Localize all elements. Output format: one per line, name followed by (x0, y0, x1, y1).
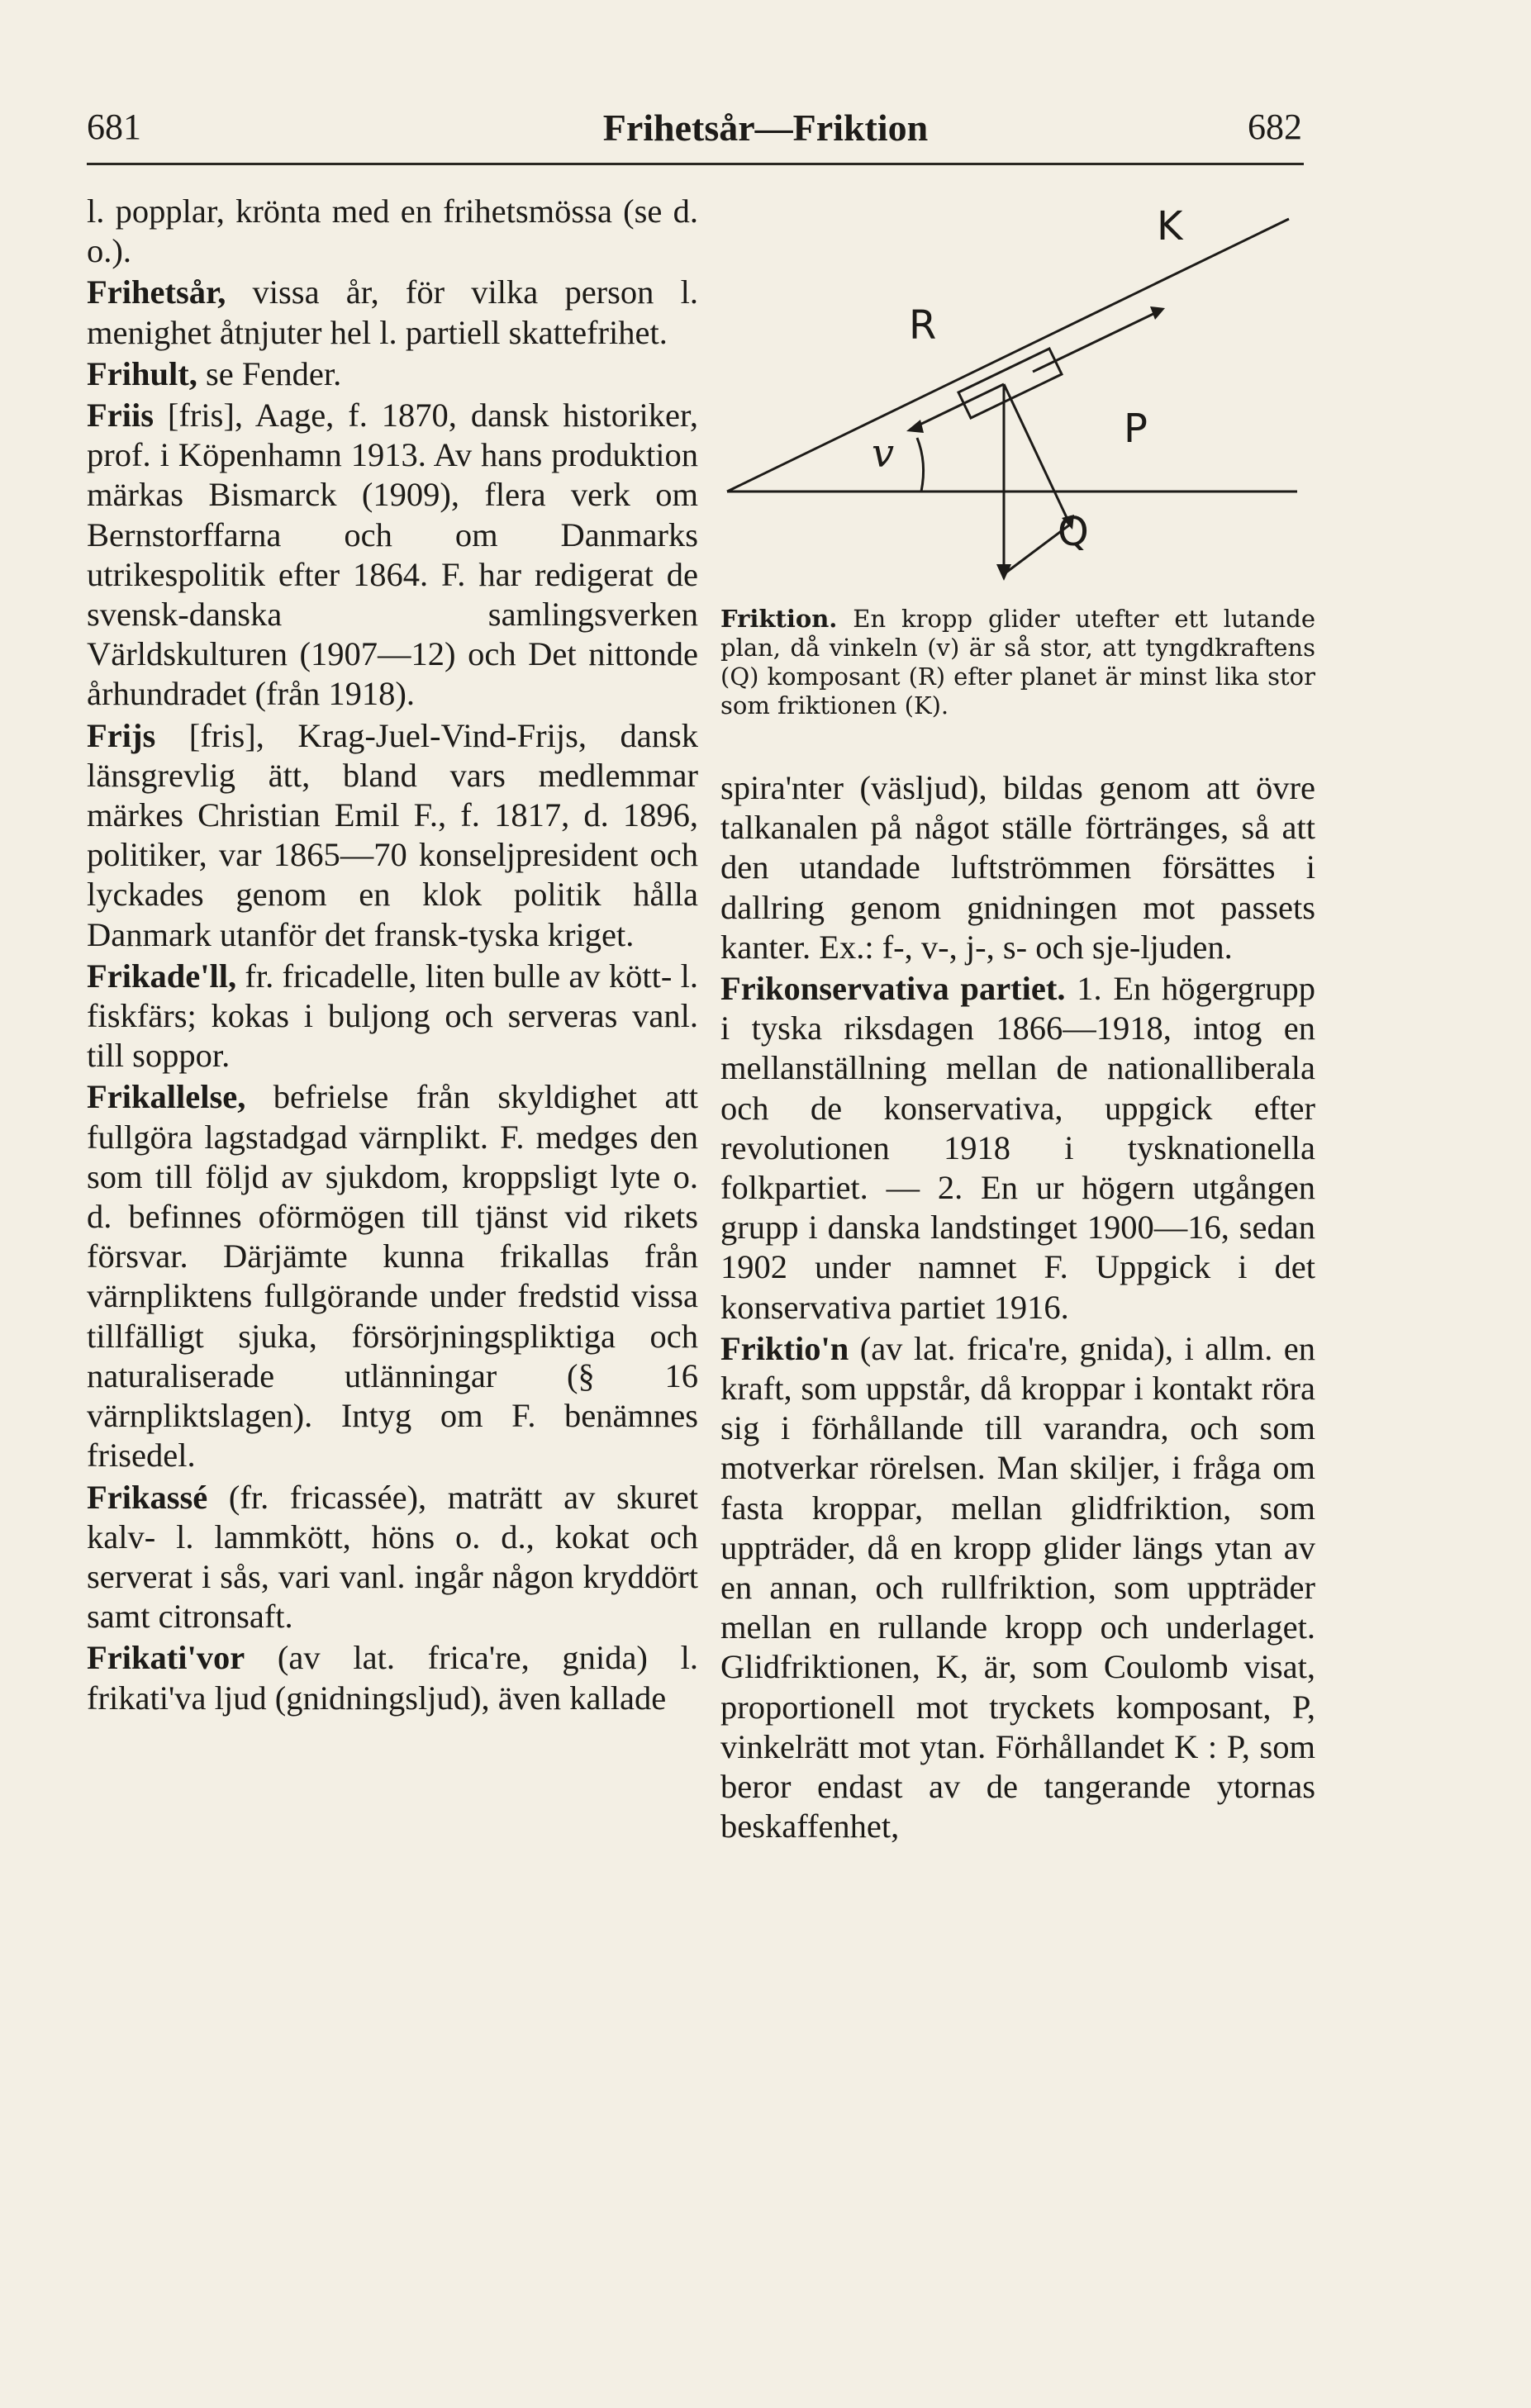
entry-frihetsar: Frihetsår, vissa år, för vilka person l. menighet åtnjuter hel l. partiell skattefrihet. (87, 273, 698, 351)
force-P-arrow (1004, 384, 1070, 525)
figure-caption: Friktion. En kropp glider utefter ett lutande plan, då vinkeln (v) är så stor, att tyngdkraftens (Q) komposant (R) efter planet är minst lika stor som friktionen (K). (720, 605, 1315, 720)
entry-frikativor: Frikati'vor (av lat. frica're, gnida) l. frikati'va ljud (gnidningsljud), även kallade (87, 1639, 698, 1717)
force-R-arrow (913, 384, 1004, 428)
entry-frihult: Frihult, se Fender. (87, 354, 342, 392)
force-K-arrow (1033, 312, 1157, 372)
angle-v-arc (917, 438, 924, 492)
label-P: P (1124, 406, 1148, 452)
entry-spiranter: spira'nter (väsljud), bildas genom att övre talkanalen på något ställe förtränges, så att den utandade luftströmmen försättes i dallring genom gnidningen mot passets kanter. Ex.: f-, v-, j-, s- och sje-ljuden. (720, 769, 1315, 966)
arrowhead-R (906, 420, 924, 433)
entry-frikasse: Frikassé (fr. fricassée), maträtt av skuret kalv- l. lammkött, höns o. d., kokat och serverat i sås, vari vanl. ingår någon kryddört samt citronsaft. (87, 1478, 698, 1636)
entry-friktion: Friktio'n (av lat. frica're, gnida), i allm. en kraft, som uppstår, då kroppar i kontakt röra sig i förhållande till varandra, och som motverkar rörelsen. Man skiljer, i fråga om fasta kroppar, mellan glidfriktion, som uppträder, då en kropp glider längs ytan av en annan, och rullfriktion, som uppträder mellan en rullande kropp och underlaget. Glidfriktionen, K, är, som Coulomb visat, proportionell mot tryckets komposant, P, vinkelrätt mot ytan. Förhållandet K : P, som beror endast av de tangerande ytornas beskaffenhet, (720, 1329, 1315, 1845)
right-column (720, 768, 1315, 1846)
label-v: v (872, 430, 895, 477)
inclined-plane (727, 219, 1289, 492)
sliding-block (958, 349, 1062, 418)
entry-friis: Friis [fris], Aage, f. 1870, dansk historiker, prof. i Köpenhamn 1913. Av hans produktion märkas Bismarck (1909), flera verk om Bernstorffarna och om Danmarks utrikespolitik efter 1864. F. har redigerat de svensk-danska samlingsverken Världskulturen (1907—12) och Det nittonde århundradet (från 1918). (87, 397, 698, 713)
page-number-right: 682 (1248, 107, 1302, 147)
friction-diagram (711, 186, 1305, 599)
arrowhead-Q (996, 564, 1011, 581)
entry-frikallelse: Frikallelse, befrielse från skyldighet att fullgöra lagstadgad värnplikt. F. medges den som till följd av sjukdom, kroppsligt lyte o. d. befinnes oförmögen till tjänst vid rikets försvar. Därjämte kunna frikallas från värnpliktens fullgörande under fredstid vissa tillfälligt sjuka, försörjningspliktiga och naturaliserade utlänningar (§ 16 värnpliktslagen). Intyg om F. benämnes frisedel. (87, 1078, 698, 1475)
page-title: Frihetsår—Friktion (602, 107, 929, 149)
label-R: R (909, 302, 937, 349)
entry: l. popplar, krönta med en frihetsmössa (se d. o.). (87, 192, 698, 270)
entry-frikonservativa: Frikonservativa partiet. 1. En högergrupp i tyska riksdagen 1866—1918, intog en mellanställning mellan de nationalliberala och de konservativa, uppgick efter revolutionen 1918 i tysknationella folkpartiet. — 2. En ur högern utgången grupp i danska landstinget 1900—16, sedan 1902 under namnet F. Uppgick i det konservativa partiet 1916. (720, 970, 1315, 1326)
left-column (87, 192, 698, 1718)
label-Q: Q (1058, 509, 1089, 555)
header-rule (87, 163, 1304, 165)
label-K: K (1157, 203, 1183, 249)
page-number-left: 681 (87, 107, 141, 147)
entry-frijs: Frijs [fris], Krag-Juel-Vind-Frijs, dansk länsgrevlig ätt, bland vars medlemmar märkes Christian Emil F., f. 1817, d. 1896, politiker, var 1865—70 konseljpresident och lyckades genom en klok politik hålla Danmark utanför det fransk-tyska kriget. (87, 716, 698, 953)
entry-frikadell: Frikade'll, fr. fricadelle, liten bulle av kött- l. fiskfärs; kokas i buljong och serveras vanl. till soppor. (87, 957, 698, 1075)
